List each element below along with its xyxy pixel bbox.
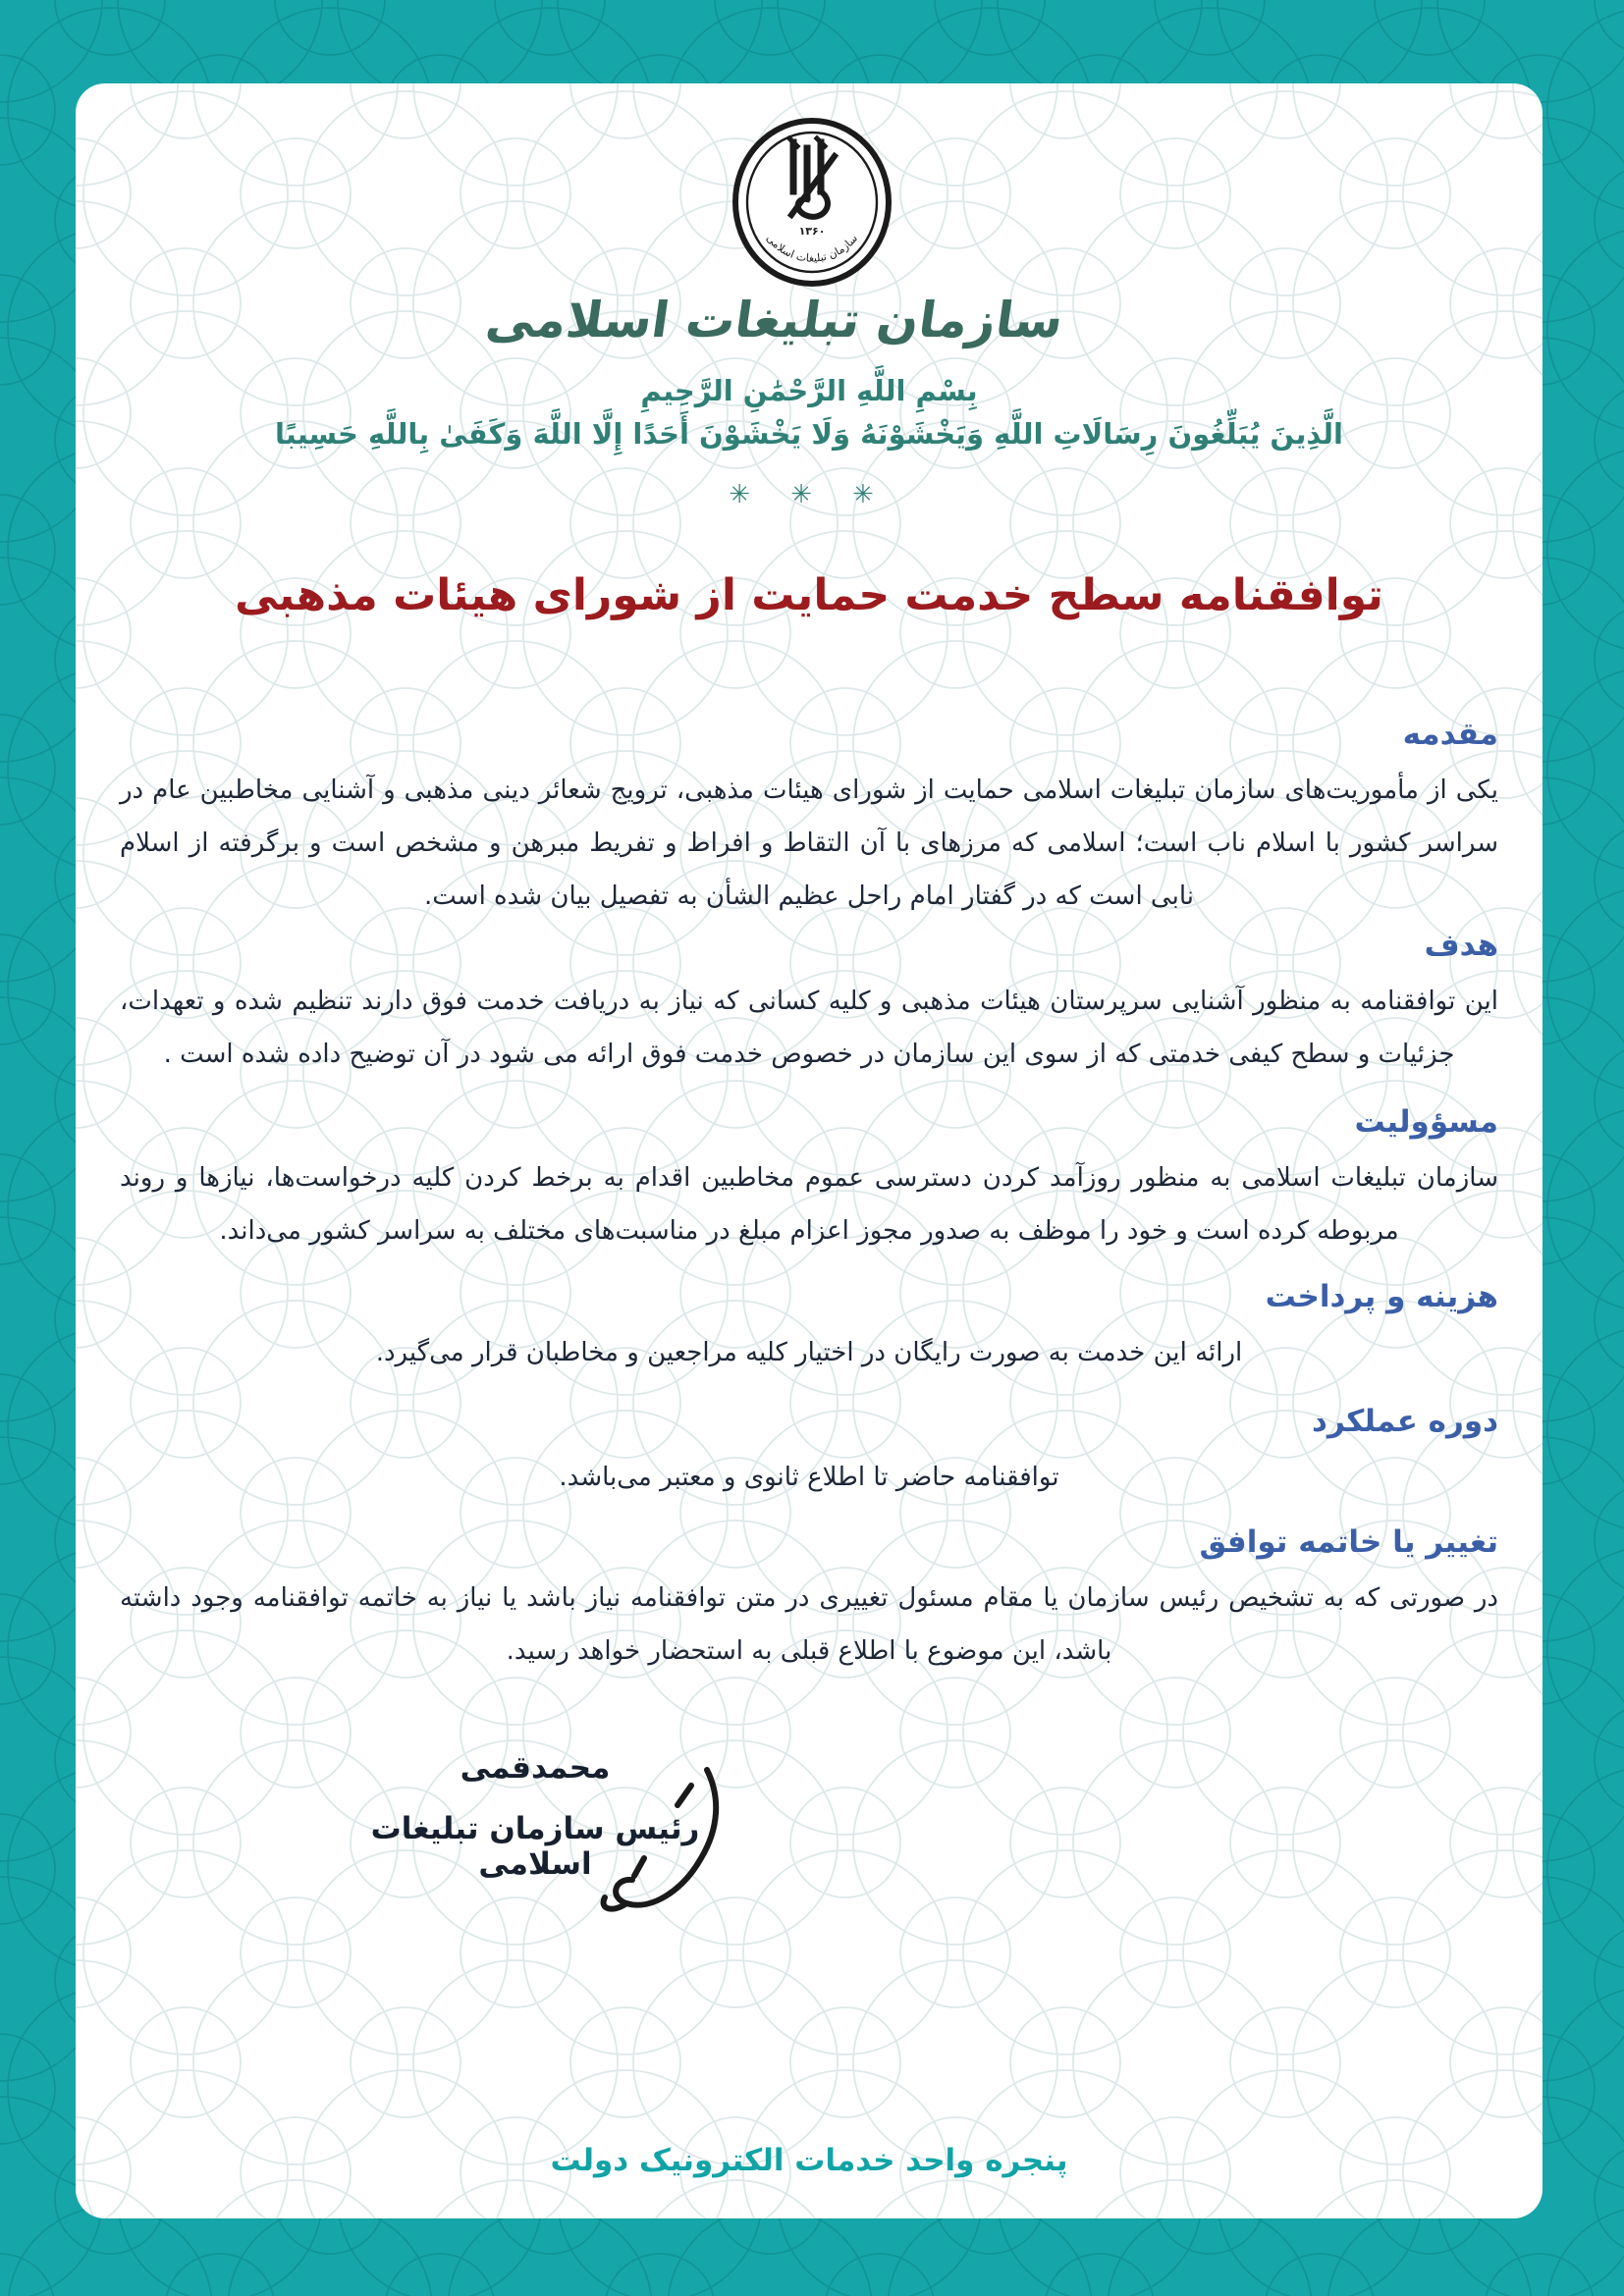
bismillah-line: بِسْمِ اللَّهِ الرَّحْمَٰنِ الرَّحِيمِ bbox=[640, 374, 978, 407]
organization-emblem-icon bbox=[729, 113, 895, 292]
section-heading-moghadame: مقدمه bbox=[1402, 717, 1498, 752]
logo-year: ۱۳۶۰ bbox=[798, 225, 826, 238]
section-body-dore-amalkard: توافقنامه حاضر تا اطلاع ثانوی و معتبر می‌باشد. bbox=[559, 1463, 1059, 1492]
section-body-taghir-khateme: در صورتی که به تشخیص رئیس سازمان یا مقام مسئول تغییری در متن توافقنامه نیاز باشد یا نیاز به خاتمه توافقنامه وجود داشته باشد، این موضوع با اطلاع قبلی به استحضار خواهد رسید. bbox=[120, 1583, 1498, 1666]
section-heading-hazine-pardakht: هزینه و پرداخت bbox=[1265, 1279, 1498, 1314]
section-heading-masouliat: مسؤولیت bbox=[1354, 1104, 1498, 1140]
signature-scribble-icon bbox=[581, 1764, 763, 1926]
logo-ring-text: سازمان تبلیغات اسلامی bbox=[763, 232, 861, 265]
asterisk-ornament: ✳ ✳ ✳ bbox=[729, 480, 890, 509]
section-heading-hadaf: هدف bbox=[1424, 928, 1498, 963]
signature-name: محمدقمی bbox=[460, 1750, 611, 1786]
signature-role: رئیس سازمان تبلیغات اسلامی bbox=[370, 1811, 700, 1882]
organization-name-calligraphy: سازمان تبلیغات اسلامی bbox=[482, 292, 1067, 348]
section-body-hadaf: این توافقنامه به منظور آشنایی سرپرستان هیئات مذهبی و کلیه کسانی که نیاز به دریافت خدمت فوق دارند تنظیم شده و تعهدات، جزئیات و سطح کیفی خدمتی که از سوی این سازمان در خصوص خدمت فوق ارائه می شود در آن توضیح داده شده است . bbox=[120, 987, 1498, 1069]
section-heading-taghir-khateme: تغییر یا خاتمه توافق bbox=[1199, 1524, 1498, 1560]
quran-verse: الَّذِينَ يُبَلِّغُونَ رِسَالَاتِ اللَّهِ وَيَخْشَوْنَهُ وَلَا يَخْشَوْنَ أَحَدًا إِلَّا اللَّهَ وَكَفَىٰ بِاللَّهِ حَسِيبًا bbox=[274, 417, 1343, 451]
section-body-masouliat: سازمان تبلیغات اسلامی به منظور روزآمد کردن دسترسی عموم مخاطبین اقدام به برخط کردن کلیه درخواست‌ها، نیازها و روند مربوطه کرده است و خود را موظف به صدور مجوز اعزام مبلغ در مناسبت‌های مختلف به سراسر کشور می‌داند. bbox=[120, 1163, 1498, 1246]
section-heading-dore-amalkard: دوره عملکرد bbox=[1312, 1404, 1498, 1439]
footer-text: پنجره واحد خدمات الکترونیک دولت bbox=[550, 2143, 1068, 2178]
section-body-hazine-pardakht: ارائه این خدمت به صورت رایگان در اختیار کلیه مراجعین و مخاطبان قرار می‌گیرد. bbox=[375, 1338, 1243, 1367]
section-body-moghadame: یکی از مأموریت‌های سازمان تبلیغات اسلامی حمایت از شورای هیئات مذهبی، ترویج شعائر دینی مذهبی و آشنایی مخاطبین عام در سراسر کشور با اسلام ناب است؛ اسلامی که مرزهای با آن التقاط و افراط و تفریط مبرهن و مشخص است و برگرفته از اسلام نابی است که در گفتار امام راحل عظیم الشأن به تفصیل بیان شده است. bbox=[120, 775, 1498, 911]
document-title: توافقنامه سطح خدمت حمایت از شورای هیئات مذهبی bbox=[235, 570, 1383, 620]
document-card bbox=[76, 83, 1543, 2218]
